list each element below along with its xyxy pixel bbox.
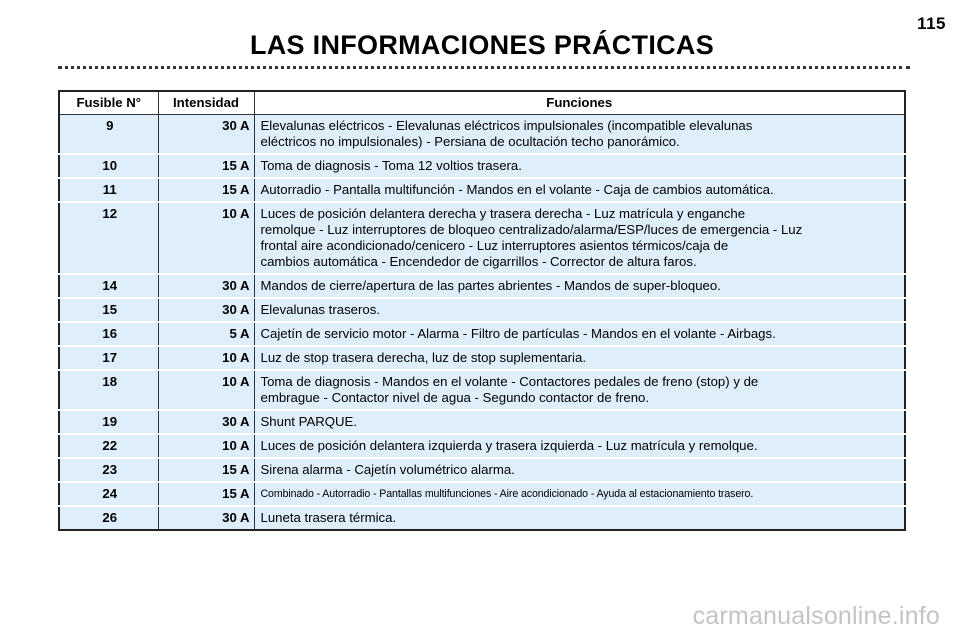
table-row bbox=[59, 410, 905, 434]
table-row bbox=[59, 434, 905, 458]
function-line: Mandos de cierre/apertura de las partes abrientes - Mandos de super-bloqueo. bbox=[260, 278, 721, 293]
function-line: Sirena alarma - Cajetín volumétrico alarma. bbox=[260, 462, 515, 477]
intensity-cell: 30 A bbox=[158, 274, 254, 298]
table-row bbox=[59, 370, 905, 410]
function-line: Combinado - Autorradio - Pantallas multifunciones - Aire acondicionado - Ayuda al estacionamiento trasero. bbox=[260, 488, 754, 500]
functions-cell bbox=[254, 410, 905, 434]
function-line: frontal aire acondicionado/cenicero - Luz interruptores asientos térmicos/caja de bbox=[260, 238, 729, 253]
watermark: carmanualsonline.info bbox=[692, 602, 940, 630]
functions-cell bbox=[254, 458, 905, 482]
intensity-cell: 15 A bbox=[158, 458, 254, 482]
functions-cell bbox=[254, 115, 905, 155]
header-fuse-number: Fusible N° bbox=[59, 91, 158, 115]
fuse-table-body bbox=[59, 115, 905, 531]
fuse-number-cell: 9 bbox=[59, 115, 158, 155]
function-line: Luz de stop trasera derecha, luz de stop suplementaria. bbox=[260, 350, 586, 365]
functions-cell bbox=[254, 178, 905, 202]
intensity-cell: 10 A bbox=[158, 434, 254, 458]
fuse-table-header bbox=[59, 91, 905, 115]
function-line: Elevalunas eléctricos - Elevalunas eléctricos impulsionales (incompatible elevalunas bbox=[260, 118, 753, 133]
table-row bbox=[59, 458, 905, 482]
functions-cell bbox=[254, 482, 905, 506]
fuse-number-cell: 17 bbox=[59, 346, 158, 370]
intensity-cell: 30 A bbox=[158, 410, 254, 434]
function-line: Luces de posición delantera derecha y trasera derecha - Luz matrícula y enganche bbox=[260, 206, 746, 221]
intensity-cell: 10 A bbox=[158, 346, 254, 370]
functions-cell bbox=[254, 346, 905, 370]
header-functions: Funciones bbox=[254, 91, 905, 115]
fuse-number-cell: 16 bbox=[59, 322, 158, 346]
function-line: Luneta trasera térmica. bbox=[260, 510, 397, 525]
function-line: Luces de posición delantera izquierda y trasera izquierda - Luz matrícula y remolque. bbox=[260, 438, 758, 453]
fuse-number-cell: 12 bbox=[59, 202, 158, 274]
table-row bbox=[59, 506, 905, 530]
function-line: cambios automática - Encendedor de cigarrillos - Corrector de altura faros. bbox=[260, 254, 697, 269]
function-line: Autorradio - Pantalla multifunción - Mandos en el volante - Caja de cambios automática. bbox=[260, 182, 774, 197]
functions-cell bbox=[254, 322, 905, 346]
functions-cell bbox=[254, 202, 905, 274]
function-line: Cajetín de servicio motor - Alarma - Filtro de partículas - Mandos en el volante - Airbags. bbox=[260, 326, 776, 341]
table-row bbox=[59, 154, 905, 178]
intensity-cell: 15 A bbox=[158, 154, 254, 178]
intensity-cell: 10 A bbox=[158, 370, 254, 410]
intensity-cell: 10 A bbox=[158, 202, 254, 274]
intensity-cell: 15 A bbox=[158, 178, 254, 202]
dotted-divider bbox=[58, 66, 910, 69]
table-row bbox=[59, 115, 905, 155]
fuse-number-cell: 11 bbox=[59, 178, 158, 202]
functions-cell bbox=[254, 274, 905, 298]
table-row bbox=[59, 202, 905, 274]
fuse-number-cell: 24 bbox=[59, 482, 158, 506]
fuse-number-cell: 26 bbox=[59, 506, 158, 530]
function-line: Toma de diagnosis - Mandos en el volante - Contactores pedales de freno (stop) y de bbox=[260, 374, 759, 389]
page-number: 115 bbox=[917, 14, 946, 33]
intensity-cell: 30 A bbox=[158, 115, 254, 155]
fuse-number-cell: 22 bbox=[59, 434, 158, 458]
page-title: LAS INFORMACIONES PRÁCTICAS bbox=[249, 30, 715, 60]
intensity-cell: 15 A bbox=[158, 482, 254, 506]
function-line: embrague - Contactor nivel de agua - Segundo contactor de freno. bbox=[260, 390, 650, 405]
table-row bbox=[59, 178, 905, 202]
function-line: eléctricos no impulsionales) - Persiana de ocultación techo panorámico. bbox=[260, 134, 680, 149]
header-intensity: Intensidad bbox=[158, 91, 254, 115]
intensity-cell: 30 A bbox=[158, 298, 254, 322]
fuse-number-cell: 23 bbox=[59, 458, 158, 482]
intensity-cell: 30 A bbox=[158, 506, 254, 530]
function-line: remolque - Luz interruptores de bloqueo centralizado/alarma/ESP/luces de emergencia - Luz bbox=[260, 222, 803, 237]
fuse-number-cell: 15 bbox=[59, 298, 158, 322]
functions-cell bbox=[254, 298, 905, 322]
table-row bbox=[59, 482, 905, 506]
function-line: Shunt PARQUE. bbox=[260, 414, 358, 429]
functions-cell bbox=[254, 434, 905, 458]
function-line: Toma de diagnosis - Toma 12 voltios trasera. bbox=[260, 158, 522, 173]
table-row bbox=[59, 346, 905, 370]
table-row bbox=[59, 274, 905, 298]
intensity-cell: 5 A bbox=[158, 322, 254, 346]
header-row bbox=[59, 91, 905, 115]
fuse-number-cell: 18 bbox=[59, 370, 158, 410]
fuse-number-cell: 19 bbox=[59, 410, 158, 434]
functions-cell bbox=[254, 506, 905, 530]
fuse-number-cell: 10 bbox=[59, 154, 158, 178]
fuse-table bbox=[58, 90, 906, 531]
function-line: Elevalunas traseros. bbox=[260, 302, 380, 317]
table-row bbox=[59, 298, 905, 322]
table-row bbox=[59, 322, 905, 346]
functions-cell bbox=[254, 154, 905, 178]
fuse-number-cell: 14 bbox=[59, 274, 158, 298]
functions-cell bbox=[254, 370, 905, 410]
